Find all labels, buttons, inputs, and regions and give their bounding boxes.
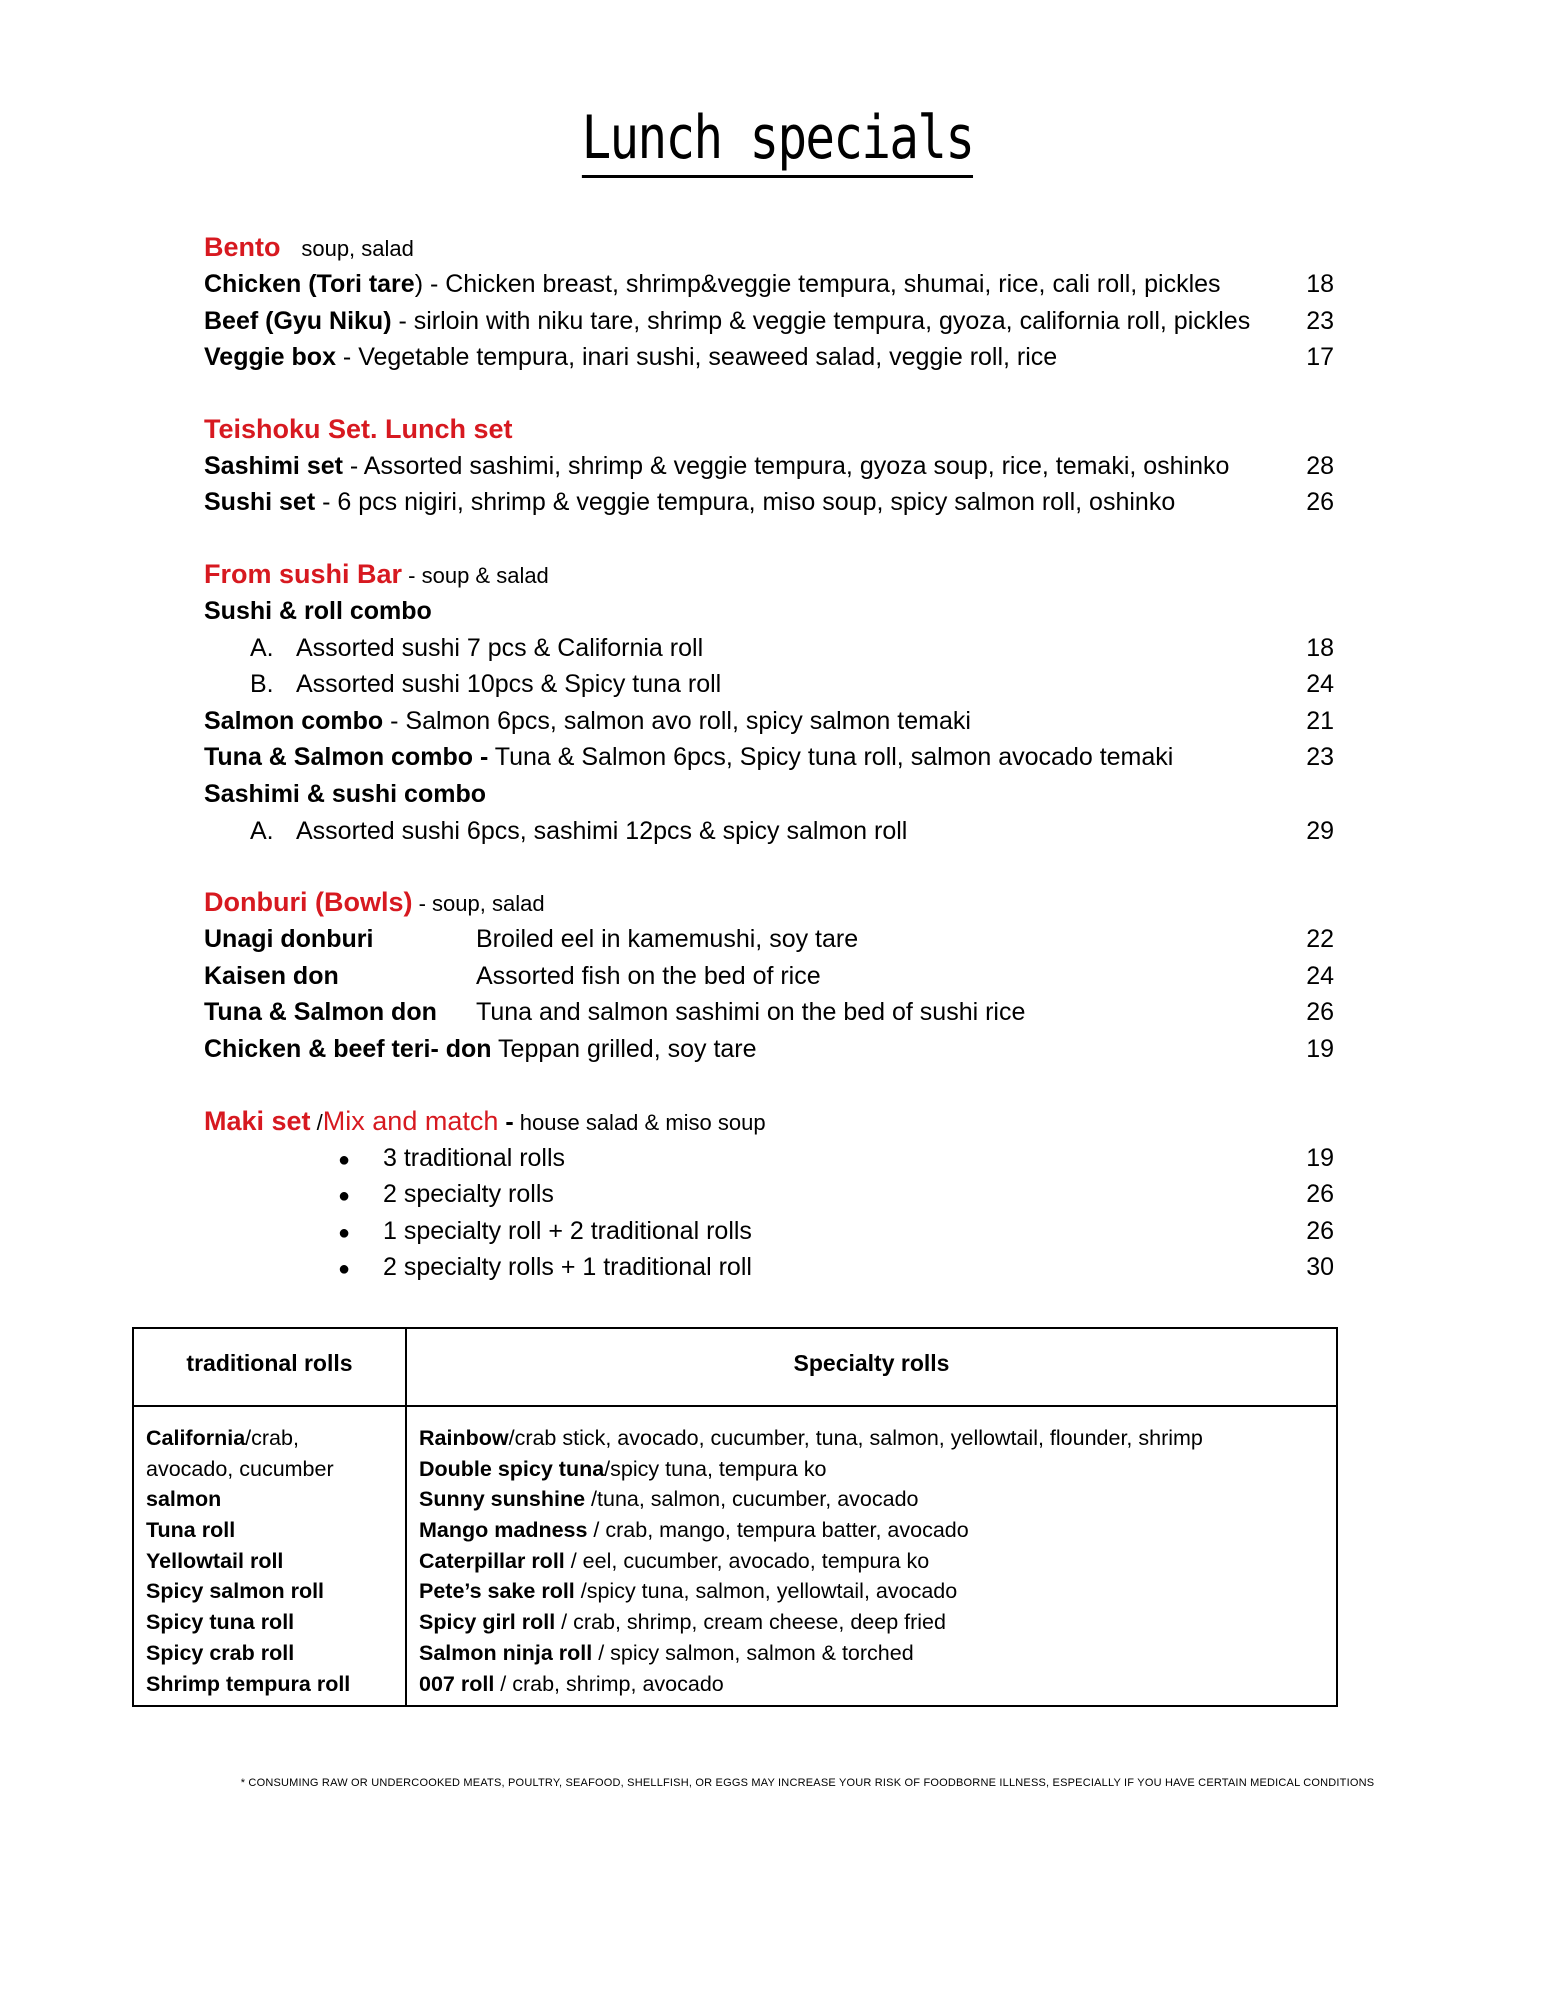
traditional-rolls-column bbox=[134, 1329, 407, 1705]
menu-item bbox=[204, 1249, 1334, 1286]
item-name: Chicken & beef teri- don bbox=[204, 1034, 492, 1063]
bento-section bbox=[204, 228, 1334, 376]
section-subtitle: - soup, salad bbox=[412, 891, 545, 917]
section-subtitle: - soup & salad bbox=[402, 562, 549, 588]
item-name: Tuna & Salmon don bbox=[204, 998, 437, 1027]
roll-entry: California/crab, bbox=[146, 1426, 299, 1450]
roll-entry: Pete’s sake roll /spicy tuna, salmon, yellowtail, avocado bbox=[419, 1579, 958, 1604]
item-description: 2 specialty rolls + 1 traditional roll bbox=[383, 1253, 752, 1282]
menu-item bbox=[204, 303, 1334, 340]
item-name: Unagi donburi bbox=[204, 925, 374, 954]
item-description: Assorted sushi 6pcs, sashimi 12pcs & spicy salmon roll bbox=[296, 816, 908, 845]
item-price: 17 bbox=[1306, 343, 1334, 372]
item-price: 24 bbox=[1306, 670, 1334, 699]
menu-item bbox=[204, 484, 1334, 521]
item-name: Sushi set bbox=[204, 488, 316, 517]
menu-item bbox=[204, 1176, 1334, 1213]
item-price: 19 bbox=[1306, 1143, 1334, 1172]
bullet-icon: ● bbox=[338, 1221, 351, 1244]
roll-entry: Spicy crab roll bbox=[146, 1640, 295, 1665]
specialty-rolls-column bbox=[407, 1329, 1336, 1705]
item-price: 26 bbox=[1306, 488, 1334, 517]
item-description: Broiled eel in kamemushi, soy tare bbox=[476, 925, 859, 954]
maki-section bbox=[204, 1102, 1334, 1286]
item-description: - sirloin with niku tare, shrimp & veggie tempura, gyoza, california roll, pickles bbox=[391, 306, 1251, 335]
item-description: Assorted sushi 10pcs & Spicy tuna roll bbox=[296, 670, 722, 699]
roll-entry: Shrimp tempura roll bbox=[146, 1671, 351, 1696]
item-price: 18 bbox=[1306, 633, 1334, 662]
section-title-alt: Mix and match bbox=[322, 1105, 499, 1136]
disclaimer: * CONSUMING RAW OR UNDERCOOKED MEATS, POULTRY, SEAFOOD, SHELLFISH, OR EGGS MAY INCREASE YOUR RISK OF FOODBORNE ILLNESS, ESPECIALLY IF YOU HAVE CERTAIN MEDICAL CONDITIONS bbox=[240, 1777, 1375, 1789]
item-description: 3 traditional rolls bbox=[383, 1143, 566, 1172]
roll-entry: Spicy girl roll / crab, shrimp, cream cheese, deep fried bbox=[419, 1610, 946, 1635]
section-title: From sushi Bar bbox=[204, 558, 403, 589]
menu-item bbox=[204, 994, 1334, 1031]
item-description: - Salmon 6pcs, salmon avo roll, spicy salmon temaki bbox=[383, 706, 971, 735]
item-description: ) - Chicken breast, shrimp&veggie tempura, shumai, rice, cali roll, pickles bbox=[414, 270, 1221, 298]
donburi-section bbox=[204, 883, 1334, 1067]
menu-item bbox=[204, 921, 1334, 958]
rolls-table bbox=[132, 1327, 1338, 1707]
roll-entry: salmon bbox=[146, 1487, 222, 1512]
roll-entry: Double spicy tuna/spicy tuna, tempura ko bbox=[419, 1456, 827, 1481]
menu-item bbox=[204, 630, 1334, 667]
item-description: Assorted fish on the bed of rice bbox=[476, 961, 821, 990]
roll-entry: avocado, cucumber bbox=[146, 1456, 334, 1481]
menu-item bbox=[204, 339, 1334, 376]
section-subtitle: soup, salad bbox=[301, 236, 414, 261]
item-price: 23 bbox=[1306, 743, 1334, 772]
column-header: Specialty rolls bbox=[407, 1329, 1336, 1407]
bullet-icon: ● bbox=[338, 1148, 351, 1171]
item-price: 21 bbox=[1306, 706, 1334, 735]
item-description: Teppan grilled, soy tare bbox=[491, 1034, 757, 1063]
item-name: Salmon combo bbox=[204, 706, 384, 735]
menu-item bbox=[204, 703, 1334, 740]
roll-entry: Mango madness / crab, mango, tempura batter, avocado bbox=[419, 1518, 969, 1543]
roll-entry: Tuna roll bbox=[146, 1518, 236, 1543]
menu-item bbox=[204, 1213, 1334, 1250]
teishoku-header bbox=[204, 410, 1334, 448]
sushi-bar-section bbox=[204, 555, 1334, 849]
item-description: Tuna & Salmon 6pcs, Spicy tuna roll, salmon avocado temaki bbox=[488, 743, 1174, 772]
section-title: Bento bbox=[204, 232, 281, 262]
menu-body bbox=[204, 228, 1334, 1320]
item-description: - Vegetable tempura, inari sushi, seaweed salad, veggie roll, rice bbox=[335, 343, 1058, 372]
item-price: 18 bbox=[1306, 270, 1334, 298]
item-price: 26 bbox=[1306, 1216, 1334, 1245]
item-price: 26 bbox=[1306, 1180, 1334, 1209]
item-description: 1 specialty roll + 2 traditional rolls bbox=[383, 1216, 752, 1245]
item-price: 29 bbox=[1306, 816, 1334, 845]
section-title: Donburi (Bowls) bbox=[204, 887, 413, 918]
menu-item bbox=[204, 1031, 1334, 1068]
item-name: Tuna & Salmon combo - bbox=[204, 743, 489, 772]
item-description: Tuna and salmon sashimi on the bed of sushi rice bbox=[476, 998, 1026, 1027]
bento-header bbox=[204, 228, 1334, 266]
item-letter: A. bbox=[250, 816, 274, 845]
item-description: - 6 pcs nigiri, shrimp & veggie tempura, miso soup, spicy salmon roll, oshinko bbox=[315, 488, 1176, 517]
roll-entry: Caterpillar roll / eel, cucumber, avocado, tempura ko bbox=[419, 1548, 930, 1573]
roll-entry: 007 roll / crab, shrimp, avocado bbox=[419, 1671, 724, 1696]
section-title: Teishoku Set. Lunch set bbox=[204, 413, 513, 444]
item-price: 26 bbox=[1306, 998, 1334, 1027]
section-title: Maki set bbox=[204, 1105, 311, 1136]
roll-entry: Sunny sunshine /tuna, salmon, cucumber, avocado bbox=[419, 1487, 919, 1512]
menu-item bbox=[204, 813, 1334, 850]
roll-entry: Spicy tuna roll bbox=[146, 1610, 295, 1635]
item-price: 22 bbox=[1306, 925, 1334, 954]
item-name: Chicken (Tori tare bbox=[204, 270, 415, 298]
item-price: 23 bbox=[1306, 306, 1334, 335]
maki-header: Maki set /Mix and match - house salad & miso soup bbox=[204, 1105, 766, 1136]
bullet-icon: ● bbox=[338, 1258, 351, 1281]
teishoku-section bbox=[204, 410, 1334, 521]
item-price: 28 bbox=[1306, 451, 1334, 480]
combo-label: Sashimi & sushi combo bbox=[204, 779, 487, 808]
menu-item bbox=[204, 958, 1334, 995]
menu-item bbox=[204, 448, 1334, 485]
item-price: 30 bbox=[1306, 1253, 1334, 1282]
roll-entry: Yellowtail roll bbox=[146, 1548, 284, 1573]
item-name: Veggie box bbox=[204, 343, 336, 372]
item-price: 24 bbox=[1306, 961, 1334, 990]
item-price: 19 bbox=[1306, 1034, 1334, 1063]
sushi-bar-header bbox=[204, 555, 1334, 593]
donburi-header bbox=[204, 883, 1334, 921]
item-description: 2 specialty rolls bbox=[383, 1180, 554, 1209]
page-title: Lunch specials bbox=[144, 98, 1411, 178]
item-name: Kaisen don bbox=[204, 961, 339, 990]
item-description: - Assorted sashimi, shrimp & veggie tempura, gyoza soup, rice, temaki, oshinko bbox=[342, 451, 1230, 480]
menu-item bbox=[204, 266, 1334, 303]
roll-entry: Salmon ninja roll / spicy salmon, salmon & torched bbox=[419, 1640, 914, 1665]
menu-item bbox=[204, 1140, 1334, 1177]
item-description: Assorted sushi 7 pcs & California roll bbox=[296, 633, 704, 662]
roll-entry: Rainbow/crab stick, avocado, cucumber, tuna, salmon, yellowtail, flounder, shrimp bbox=[419, 1426, 1203, 1450]
item-letter: B. bbox=[250, 670, 274, 699]
item-letter: A. bbox=[250, 633, 274, 662]
menu-item bbox=[204, 666, 1334, 703]
item-name: Beef (Gyu Niku) bbox=[204, 306, 392, 335]
item-name: Sashimi set bbox=[204, 451, 343, 480]
bullet-icon: ● bbox=[338, 1185, 351, 1208]
combo-label: Sushi & roll combo bbox=[204, 596, 432, 625]
menu-item bbox=[204, 739, 1334, 776]
column-header: traditional rolls bbox=[134, 1329, 405, 1407]
section-subtitle: house salad & miso soup bbox=[513, 1109, 766, 1135]
roll-entry: Spicy salmon roll bbox=[146, 1579, 325, 1604]
